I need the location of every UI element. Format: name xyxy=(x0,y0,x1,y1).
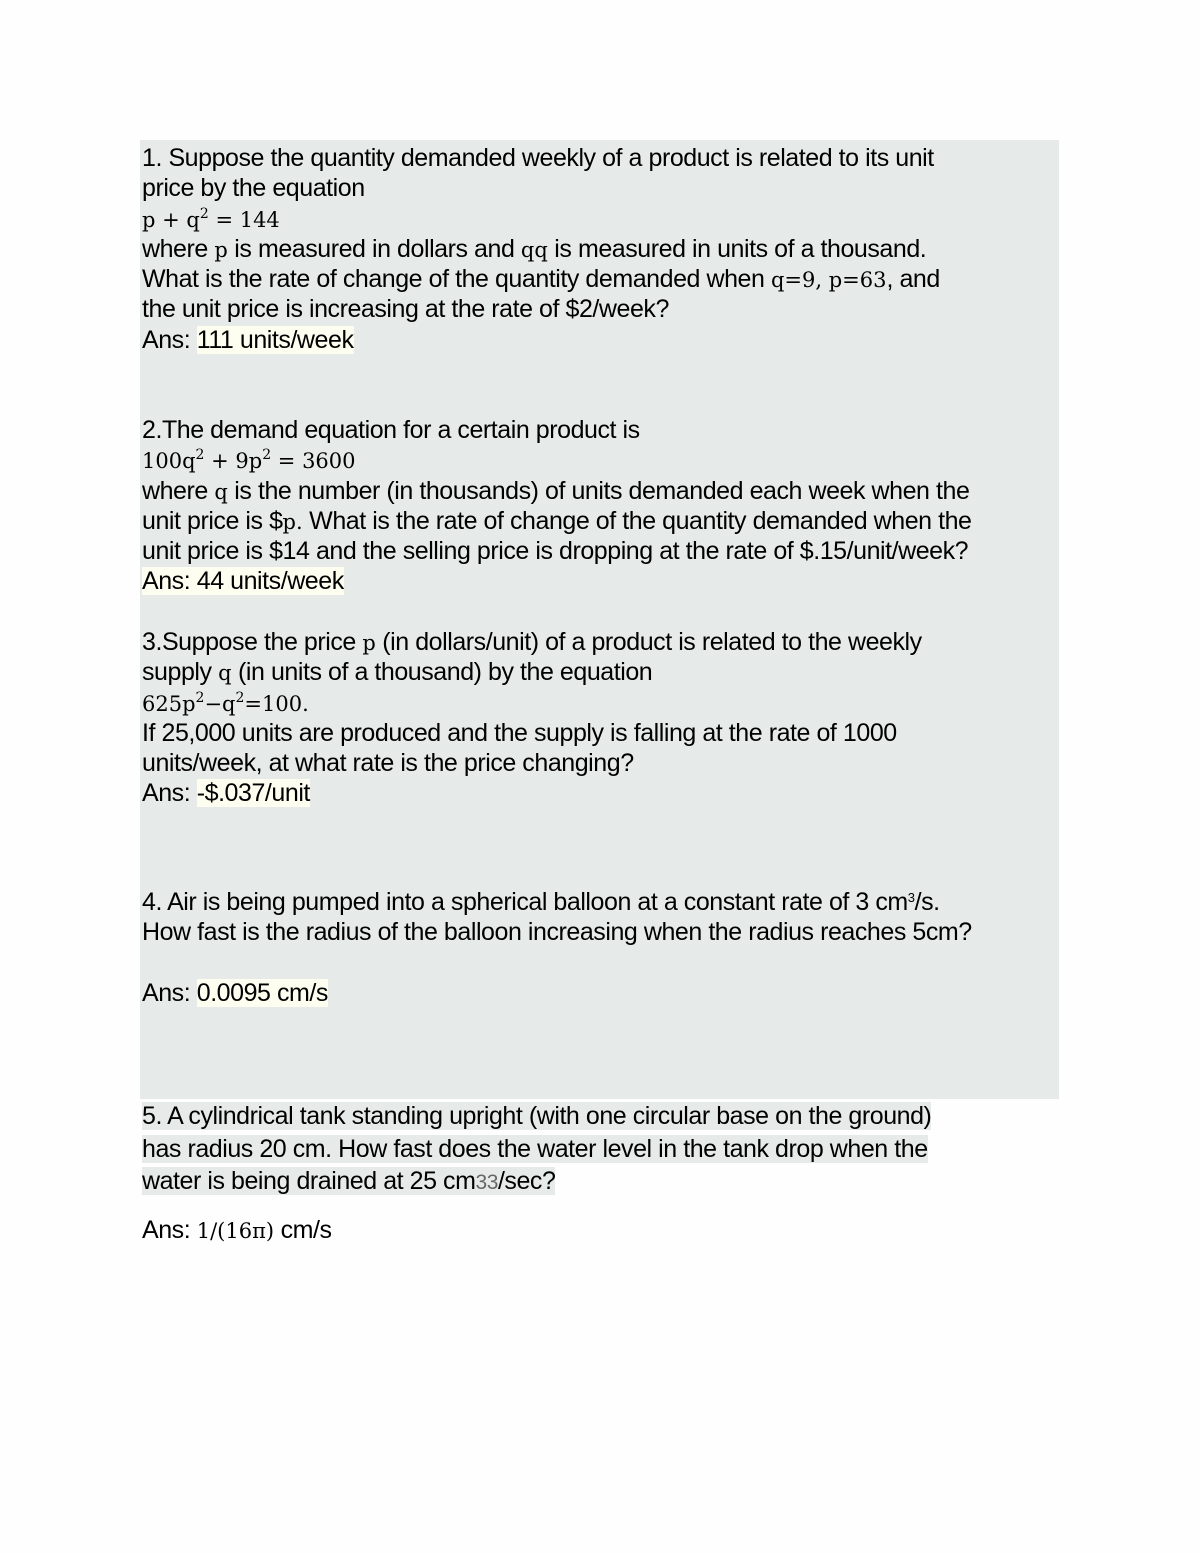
q2-equation: $100q^2 + 9p^2 = 3600$ xyxy=(142,447,356,474)
q1-line-2: price by the equation xyxy=(142,174,365,203)
q5-line-1: 5. A cylindrical tank standing upright (with one circular base on the ground) xyxy=(142,1102,932,1130)
q3-answer: Ans: -$.037/unit xyxy=(142,779,310,808)
q1-line-1: 1. Suppose the quantity demanded weekly of a product is related to its unit xyxy=(142,144,934,172)
q5-line-2: has radius 20 cm. How fast does the water level in the tank drop when the xyxy=(142,1134,928,1163)
question-2 xyxy=(142,415,1062,597)
q5-answer-math: 1/(16π) xyxy=(196,1218,275,1243)
q2-line-4: unit price is $p. What is the rate of change of the quantity demanded when the xyxy=(142,506,972,535)
q3-line-1: 3.Suppose the price p (in dollars/unit) of a product is related to the weekly xyxy=(142,628,922,656)
q2-line-3: where q is the number (in thousands) of units demanded each week when the xyxy=(142,476,970,505)
q4-line-1: 4. Air is being pumped into a spherical balloon at a constant rate of 3 $cm^3/s$. xyxy=(142,888,940,916)
question-3 xyxy=(142,627,1062,809)
q1-line-6: the unit price is increasing at the rate of $2/week? xyxy=(142,295,669,324)
q2-answer-value: 44 units/week xyxy=(196,567,344,596)
q4-line-2: How fast is the radius of the balloon increasing when the radius reaches 5cm? xyxy=(142,918,972,947)
q4-answer: Ans: 0.0095 cm/s xyxy=(142,978,328,1007)
q3-line-2: supply q (in units of a thousand) by the equation xyxy=(142,658,653,687)
q2-line-1: 2.The demand equation for a certain product is xyxy=(142,416,640,444)
question-5 xyxy=(142,1100,1062,1246)
q3-line-4: If 25,000 units are produced and the supply is falling at the rate of 1000 xyxy=(142,718,897,747)
q3-line-5: units/week, at what rate is the price changing? xyxy=(142,749,634,778)
q2-answer: Ans: 44 units/week xyxy=(142,567,344,596)
q3-answer-value: -$.037/unit xyxy=(196,779,310,808)
q5-answer-unit: cm/s xyxy=(274,1215,332,1244)
q3-equation: $625p^2-q^2=100$. xyxy=(142,689,309,716)
q1-answer: Ans: 111 units/week xyxy=(142,325,354,354)
q1-line-4: where p is measured in dollars and qq is measured in units of a thousand. xyxy=(142,234,927,263)
q2-line-5: unit price is $14 and the selling price is dropping at the rate of $.15/unit/week? xyxy=(142,537,969,566)
q1-line-5: What is the rate of change of the quantity demanded when q=9, p=63, and xyxy=(142,265,940,294)
q5-line-3: water is being drained at 25 cm33/sec? xyxy=(142,1167,556,1195)
question-1 xyxy=(142,143,1062,355)
q1-equation: $p + q^2 = 144$ xyxy=(142,205,280,232)
question-4 xyxy=(142,887,1062,1008)
q1-answer-value: 111 units/week xyxy=(196,325,354,354)
q4-answer-value: 0.0095 cm/s xyxy=(196,978,328,1007)
q5-answer: Ans: 1/(16π) cm/s xyxy=(142,1215,332,1244)
